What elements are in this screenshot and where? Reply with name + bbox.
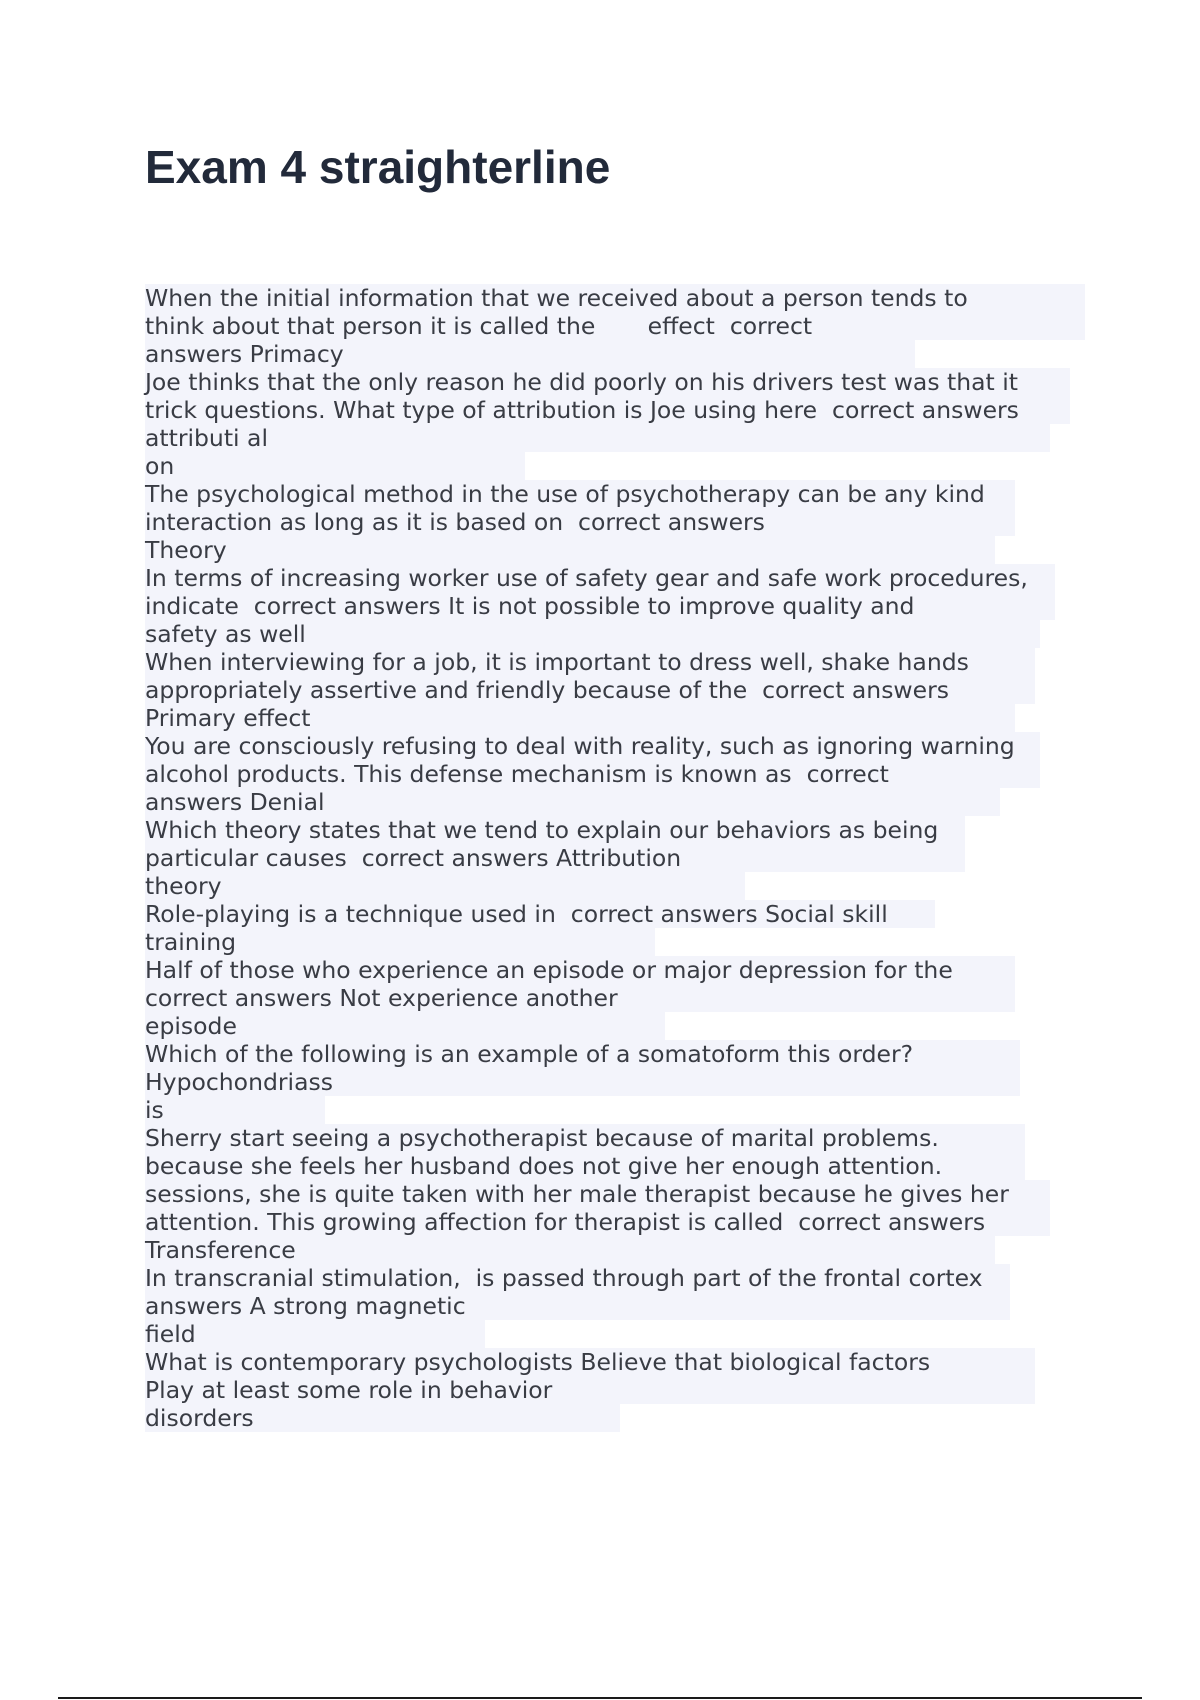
text-line: Hypochondriass <box>145 1068 1020 1096</box>
text-line: Which theory states that we tend to explain our behaviors as being <box>145 816 965 844</box>
text-line: appropriately assertive and friendly because of the correct answers <box>145 676 1035 704</box>
text-line: theory <box>145 872 745 900</box>
text-line: In terms of increasing worker use of safety gear and safe work procedures, <box>145 564 1055 592</box>
text-line: because she feels her husband does not give her enough attention. <box>145 1152 1025 1180</box>
text-line: trick questions. What type of attribution is Joe using here correct answers <box>145 396 1070 424</box>
text-line: The psychological method in the use of psychotherapy can be any kind <box>145 480 1015 508</box>
text-line: answers Denial <box>145 788 1000 816</box>
text-line: Theory <box>145 536 995 564</box>
text-line: When the initial information that we received about a person tends to <box>145 284 1085 312</box>
footer-divider <box>58 1697 1142 1699</box>
text-line: When interviewing for a job, it is important to dress well, shake hands <box>145 648 1035 676</box>
text-line: on <box>145 452 525 480</box>
text-line: sessions, she is quite taken with her male therapist because he gives her <box>145 1180 1050 1208</box>
text-line: correct answers Not experience another <box>145 984 1015 1012</box>
text-line: training <box>145 928 655 956</box>
text-line: field <box>145 1320 485 1348</box>
text-line: Play at least some role in behavior <box>145 1376 1035 1404</box>
text-line: answers A strong magnetic <box>145 1292 1010 1320</box>
text-line: What is contemporary psychologists Believe that biological factors <box>145 1348 1035 1376</box>
text-line: Transference <box>145 1236 995 1264</box>
text-line: You are consciously refusing to deal with reality, such as ignoring warning <box>145 732 1040 760</box>
text-line: disorders <box>145 1404 620 1432</box>
text-line: answers Primacy <box>145 340 915 368</box>
text-line: is <box>145 1096 325 1124</box>
text-line: In transcranial stimulation, is passed through part of the frontal cortex <box>145 1264 1010 1292</box>
page-title: Exam 4 straighterline <box>145 141 611 193</box>
text-line: Role-playing is a technique used in correct answers Social skill <box>145 900 935 928</box>
text-line: attributi al <box>145 424 1050 452</box>
text-line: attention. This growing affection for therapist is called correct answers <box>145 1208 1050 1236</box>
document-body <box>145 284 1085 1432</box>
text-line: episode <box>145 1012 665 1040</box>
text-line: Which of the following is an example of a somatoform this order? <box>145 1040 1020 1068</box>
text-line: Joe thinks that the only reason he did poorly on his drivers test was that it <box>145 368 1070 396</box>
text-line: safety as well <box>145 620 1040 648</box>
text-line: Sherry start seeing a psychotherapist because of marital problems. <box>145 1124 1025 1152</box>
text-line: indicate correct answers It is not possible to improve quality and <box>145 592 1055 620</box>
text-line: interaction as long as it is based on correct answers <box>145 508 1015 536</box>
text-line: alcohol products. This defense mechanism is known as correct <box>145 760 1040 788</box>
text-line: Primary effect <box>145 704 1015 732</box>
text-line: particular causes correct answers Attribution <box>145 844 965 872</box>
text-line: think about that person it is called the effect correct <box>145 312 1085 340</box>
text-line: Half of those who experience an episode or major depression for the <box>145 956 1015 984</box>
